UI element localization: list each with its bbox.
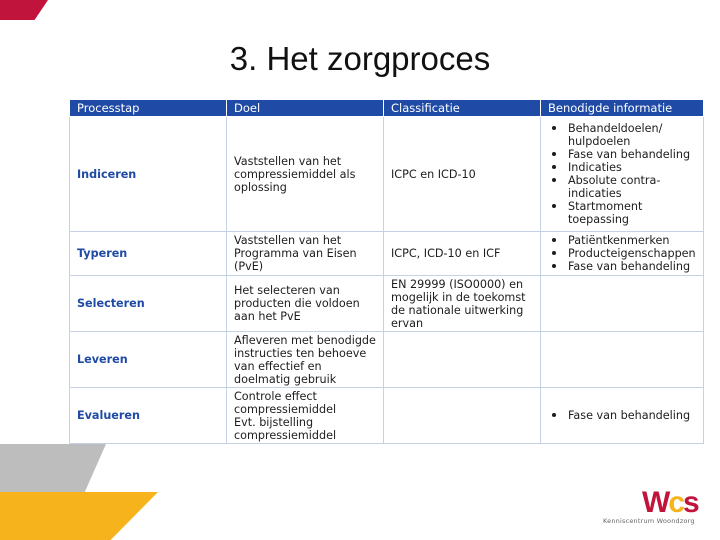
cell-classificatie <box>384 332 541 388</box>
cell-info <box>541 388 704 444</box>
table-row <box>70 388 704 444</box>
info-list <box>548 234 696 273</box>
list-item: Fase van behandeling <box>548 260 696 273</box>
slide-title: 3. Het zorgproces <box>229 40 491 77</box>
process-table <box>69 99 704 444</box>
list-item: Fase van behandeling <box>548 148 696 161</box>
logo-letter-s: s <box>683 486 698 519</box>
list-item: Patiëntkenmerken <box>548 234 696 247</box>
table-row <box>70 117 704 232</box>
list-item: Indicaties <box>548 161 696 174</box>
cell-doel: Afleveren met benodigde instructies ten behoeve van effectief en doelmatig gebruik <box>227 332 384 388</box>
logo-subtitle: Kenniscentrum Woondzorg <box>603 517 695 525</box>
header-processtap: Processtap <box>70 100 227 117</box>
list-item: Producteigenschappen <box>548 247 696 260</box>
doel-line: Controle effect compressiemiddel <box>234 389 337 416</box>
cell-classificatie: ICPC en ICD-10 <box>384 117 541 232</box>
logo-mark <box>642 486 698 520</box>
cell-info <box>541 332 704 388</box>
cell-classificatie: EN 29999 (ISO0000) en mogelijk in de toekomst de nationale uitwerking ervan <box>384 276 541 332</box>
cell-info <box>541 117 704 232</box>
header-doel: Doel <box>227 100 384 117</box>
cell-doel: Vaststellen van het Programma van Eisen (PvE) <box>227 232 384 276</box>
header-benodigde-informatie: Benodigde informatie <box>541 100 704 117</box>
cell-stap: Typeren <box>70 232 227 276</box>
cell-classificatie: ICPC, ICD-10 en ICF <box>384 232 541 276</box>
list-item: Behandeldoelen/ hulpdoelen <box>548 122 696 148</box>
cell-stap: Selecteren <box>70 276 227 332</box>
table-row <box>70 232 704 276</box>
cell-stap: Leveren <box>70 332 227 388</box>
cell-classificatie <box>384 388 541 444</box>
list-item: Startmoment toepassing <box>548 200 696 226</box>
table-row <box>70 332 704 388</box>
cell-stap: Evalueren <box>70 388 227 444</box>
doel-line: Evt. bijstelling compressiemiddel <box>234 415 337 442</box>
cell-doel: Het selecteren van producten die voldoen aan het PvE <box>227 276 384 332</box>
table-row <box>70 276 704 332</box>
info-list <box>548 409 696 422</box>
decorative-yellow-stripe <box>0 492 158 540</box>
cell-info <box>541 276 704 332</box>
logo-letter-w: W <box>642 486 669 519</box>
kenniscentrum-logo <box>600 486 710 528</box>
header-classificatie: Classificatie <box>384 100 541 117</box>
cell-stap: Indiceren <box>70 117 227 232</box>
list-item: Absolute contra-indicaties <box>548 174 696 200</box>
logo-letter-c: c <box>668 486 684 519</box>
table-header-row <box>70 100 704 117</box>
decorative-red-corner <box>0 0 48 20</box>
info-list <box>548 122 696 226</box>
cell-info <box>541 232 704 276</box>
cell-doel: Vaststellen van het compressiemiddel als oplossing <box>227 117 384 232</box>
list-item: Fase van behandeling <box>548 409 696 422</box>
cell-doel <box>227 388 384 444</box>
